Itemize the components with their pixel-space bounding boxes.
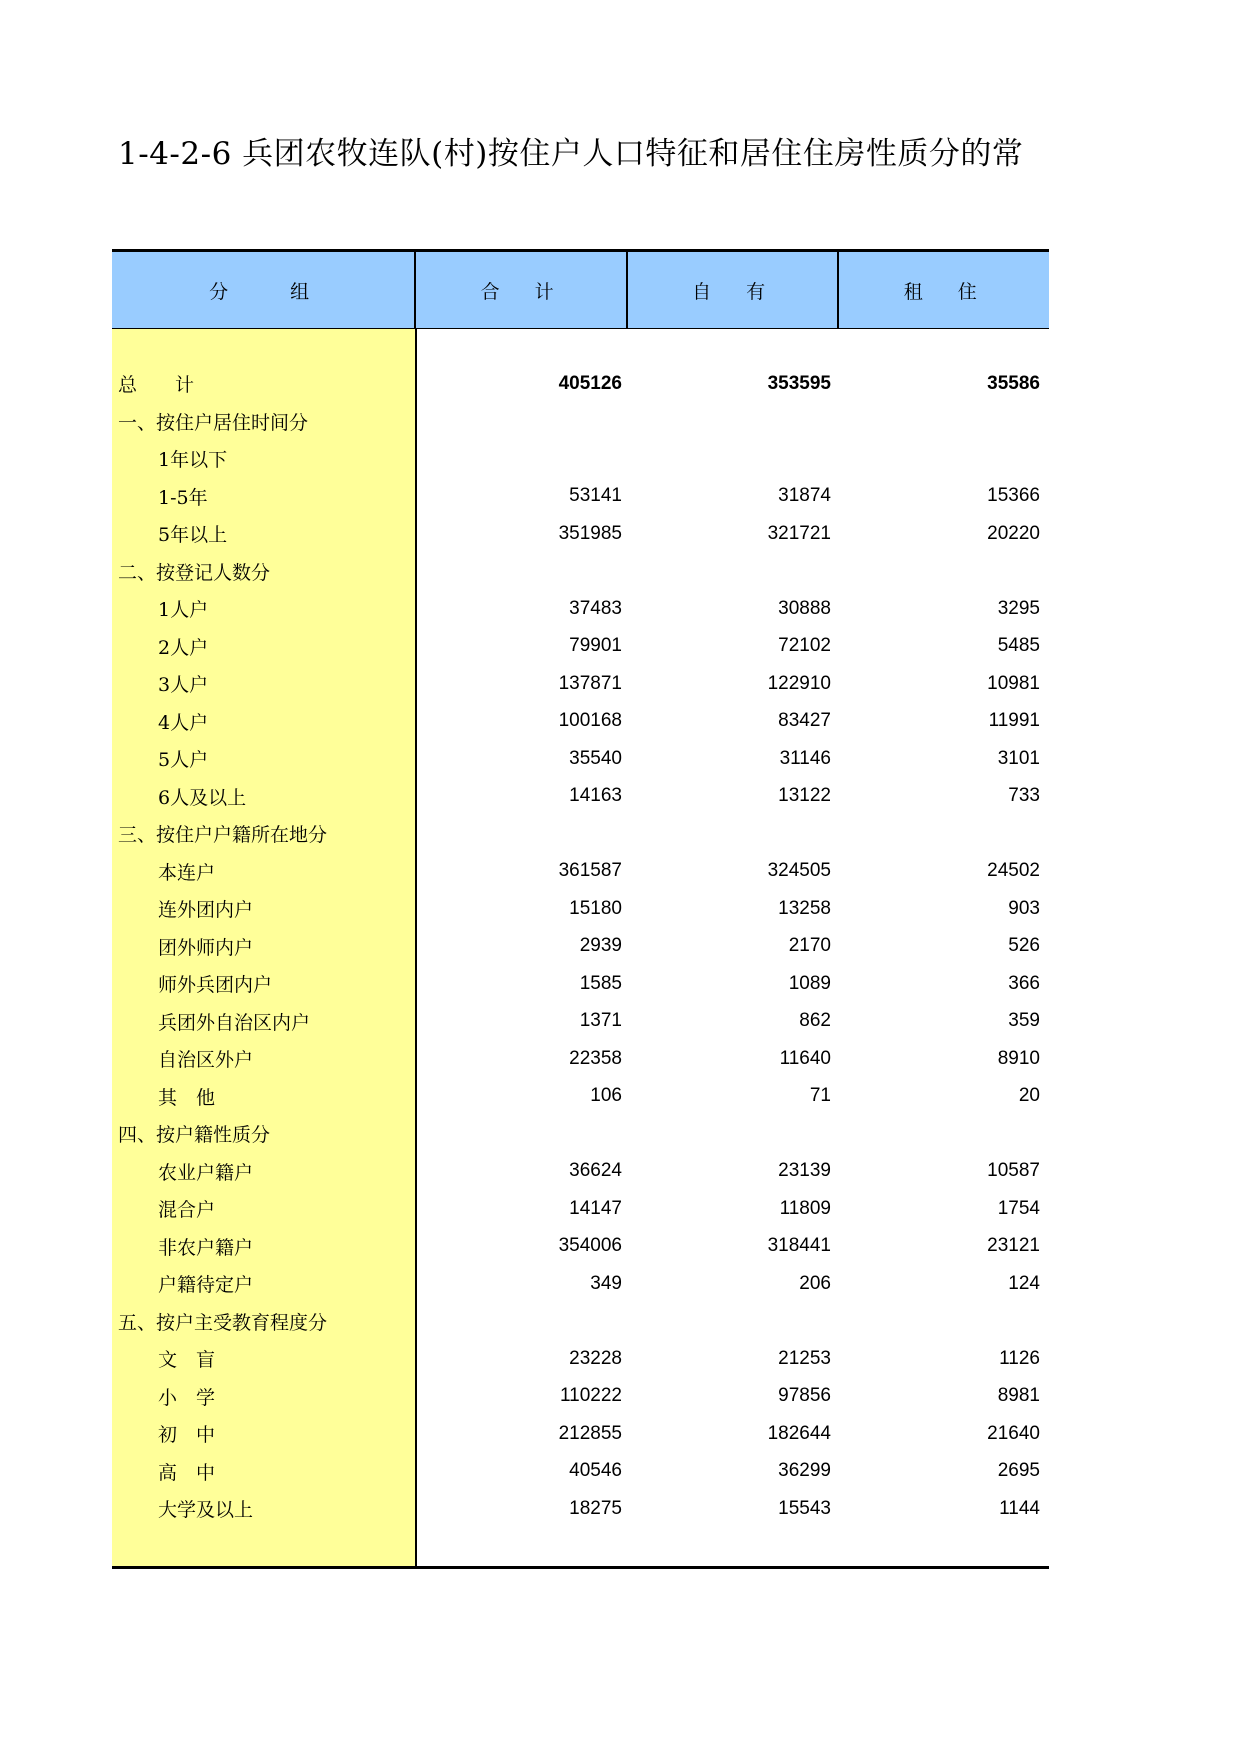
cell-rented: 3295: [997, 597, 1040, 619]
cell-total: 35540: [569, 747, 622, 769]
table-row: [112, 1303, 1049, 1341]
cell-rented: 903: [1008, 897, 1040, 919]
table-row: [112, 1078, 1049, 1116]
cell-total: 14147: [569, 1197, 622, 1219]
table-row: [112, 553, 1049, 591]
row-label: 非农户籍户: [158, 1236, 254, 1259]
cell-total: 36624: [569, 1160, 622, 1182]
row-label: 5年以上: [158, 524, 228, 547]
cell-owned: 182644: [767, 1422, 831, 1444]
header-group: 分 组: [112, 252, 416, 328]
cell-rented: 359: [1008, 1010, 1040, 1032]
cell-total: 18275: [569, 1497, 622, 1519]
cell-owned: 71: [809, 1085, 831, 1107]
table-body: [112, 365, 1049, 1528]
cell-rented: 24502: [987, 860, 1040, 882]
cell-total: 37483: [569, 597, 622, 619]
cell-total: 1371: [579, 1010, 622, 1032]
cell-owned: 13122: [778, 785, 831, 807]
table-row: [112, 703, 1049, 741]
table-row: [112, 1265, 1049, 1303]
row-label: 师外兵团内户: [158, 974, 273, 997]
table-row: [112, 1003, 1049, 1041]
table-row: [112, 1490, 1049, 1528]
row-label: 农业户籍户: [158, 1161, 254, 1184]
cell-rented: 15366: [987, 485, 1040, 507]
table-row: [112, 928, 1049, 966]
table-row: [112, 1340, 1049, 1378]
cell-rented: 10981: [987, 672, 1040, 694]
row-label: 4人户: [158, 711, 209, 734]
table-row: [112, 1115, 1049, 1153]
cell-owned: 31874: [778, 485, 831, 507]
cell-owned: 97856: [778, 1385, 831, 1407]
cell-rented: 8981: [997, 1385, 1040, 1407]
row-label: 总 计: [118, 374, 195, 397]
table-row: [112, 853, 1049, 891]
table-row: [112, 1453, 1049, 1491]
cell-owned: 23139: [778, 1160, 831, 1182]
cell-total: 23228: [569, 1347, 622, 1369]
cell-owned: 21253: [778, 1347, 831, 1369]
row-label: 3人户: [158, 674, 209, 697]
table-row: [112, 665, 1049, 703]
cell-owned: 11640: [779, 1047, 831, 1069]
cell-owned: 206: [799, 1272, 831, 1294]
cell-rented: 1754: [997, 1197, 1040, 1219]
cell-total: 15180: [569, 897, 622, 919]
cell-total: 106: [590, 1085, 622, 1107]
cell-owned: 1089: [788, 972, 831, 994]
header-total: 合 计: [416, 252, 628, 328]
row-label: 一、按住户居住时间分: [118, 411, 309, 434]
cell-rented: 1126: [999, 1347, 1040, 1369]
cell-rented: 2695: [997, 1460, 1040, 1482]
cell-total: 100168: [558, 710, 622, 732]
table-row: [112, 1153, 1049, 1191]
cell-total: 361587: [558, 860, 622, 882]
cell-total: 40546: [569, 1460, 622, 1482]
row-label: 1-5年: [158, 486, 208, 509]
cell-rented: 3101: [997, 747, 1040, 769]
row-label: 小 学: [158, 1386, 216, 1409]
cell-rented: 733: [1008, 785, 1040, 807]
cell-owned: 321721: [767, 522, 831, 544]
row-label: 文 盲: [158, 1349, 216, 1372]
cell-total: 349: [590, 1272, 622, 1294]
cell-owned: 31146: [779, 747, 831, 769]
row-label: 高 中: [158, 1461, 216, 1484]
row-label: 自治区外户: [158, 1049, 254, 1072]
cell-rented: 8910: [997, 1047, 1040, 1069]
table-row: [112, 965, 1049, 1003]
cell-rented: 11991: [988, 710, 1040, 732]
cell-owned: 318441: [767, 1235, 831, 1257]
table-row: [112, 1228, 1049, 1266]
row-label: 户籍待定户: [158, 1274, 254, 1297]
table-row: [112, 440, 1049, 478]
cell-rented: 366: [1008, 972, 1040, 994]
cell-total: 351985: [558, 522, 622, 544]
cell-total: 22358: [569, 1047, 622, 1069]
cell-owned: 862: [799, 1010, 831, 1032]
table-row: [112, 1415, 1049, 1453]
row-label: 大学及以上: [158, 1499, 254, 1522]
table-row: [112, 590, 1049, 628]
table-row: [112, 778, 1049, 816]
cell-rented: 10587: [987, 1160, 1040, 1182]
row-label: 团外师内户: [158, 936, 254, 959]
cell-total: 405126: [558, 372, 622, 394]
row-label: 6人及以上: [158, 786, 247, 809]
cell-total: 14163: [569, 785, 622, 807]
row-label: 1人户: [158, 599, 209, 622]
row-label: 兵团外自治区内户: [158, 1011, 311, 1034]
cell-owned: 36299: [778, 1460, 831, 1482]
cell-total: 79901: [569, 635, 622, 657]
cell-owned: 72102: [778, 635, 831, 657]
cell-owned: 11809: [779, 1197, 831, 1219]
cell-total: 53141: [569, 485, 622, 507]
table-row: [112, 1040, 1049, 1078]
cell-rented: 526: [1008, 935, 1040, 957]
cell-rented: 5485: [997, 635, 1040, 657]
row-label: 本连户: [158, 861, 216, 884]
cell-total: 137871: [558, 672, 622, 694]
cell-rented: 35586: [987, 372, 1040, 394]
row-label: 五、按户主受教育程度分: [118, 1311, 328, 1334]
cell-rented: 1144: [999, 1497, 1040, 1519]
page-title: 1-4-2-6 兵团农牧连队(村)按住户人口特征和居住住房性质分的常: [118, 136, 1024, 172]
table-row: [112, 403, 1049, 441]
table-row: [112, 515, 1049, 553]
table-row: [112, 1190, 1049, 1228]
header-owned: 自 有: [628, 252, 840, 328]
cell-owned: 2170: [788, 935, 831, 957]
cell-total: 354006: [558, 1235, 622, 1257]
cell-rented: 20220: [987, 522, 1040, 544]
header-rented: 租 住: [903, 280, 985, 303]
cell-total: 1585: [579, 972, 622, 994]
cell-owned: 324505: [767, 860, 831, 882]
cell-rented: 23121: [987, 1235, 1040, 1257]
bottom-rule: [112, 1566, 1049, 1569]
table-row: [112, 628, 1049, 666]
table-row: [112, 478, 1049, 516]
table-header: [112, 252, 1049, 329]
cell-owned: 353595: [767, 372, 831, 394]
cell-rented: 20: [1018, 1085, 1040, 1107]
cell-owned: 13258: [778, 897, 831, 919]
table-row: [112, 740, 1049, 778]
row-label: 初 中: [158, 1424, 216, 1447]
cell-total: 110222: [560, 1385, 622, 1407]
table-row: [112, 890, 1049, 928]
cell-owned: 30888: [778, 597, 831, 619]
row-label: 1年以下: [158, 449, 228, 472]
row-label: 三、按住户户籍所在地分: [118, 824, 328, 847]
table-row: [112, 365, 1049, 403]
cell-owned: 122910: [767, 672, 831, 694]
cell-owned: 83427: [778, 710, 831, 732]
cell-total: 212855: [558, 1422, 622, 1444]
row-label: 5人户: [158, 749, 209, 772]
row-label: 2人户: [158, 636, 209, 659]
row-label: 混合户: [158, 1199, 216, 1222]
row-label: 其 他: [158, 1086, 216, 1109]
row-label: 四、按户籍性质分: [118, 1124, 271, 1147]
row-label: 二、按登记人数分: [118, 561, 271, 584]
row-label: 连外团内户: [158, 899, 254, 922]
cell-rented: 21640: [987, 1422, 1040, 1444]
cell-rented: 124: [1008, 1272, 1040, 1294]
cell-total: 2939: [579, 935, 622, 957]
table-row: [112, 815, 1049, 853]
cell-owned: 15543: [778, 1497, 831, 1519]
table-row: [112, 1378, 1049, 1416]
